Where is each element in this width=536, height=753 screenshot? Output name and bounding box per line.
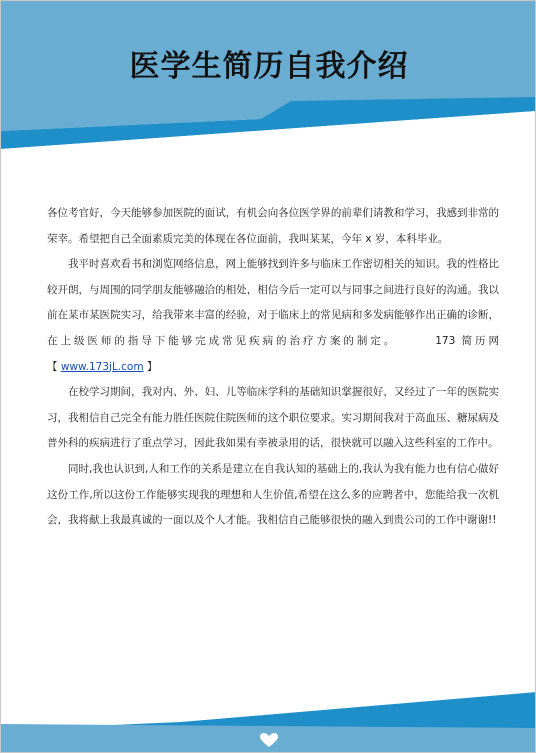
paragraph-hobbies-text: 我平时喜欢看书和浏览网络信息，网上能够找到许多与临床工作密切相关的知识。我的性格比较开朗，与周围的同学朋友能够融洽的相处，相信今后一定可以与同事之间进行良好的沟通。我以前在某市某医院实习，给我带来丰富的经验，对于临床上的常见病和多发病能够作出正确的诊断，在上级医师的指导下能够完成常见疾病的治疗方案的制定。 xyxy=(47,258,499,347)
page-title: 医学生简历自我介绍 xyxy=(129,49,409,84)
paragraph-intro: 各位考官好，今天能够参加医院的面试，有机会向各位医学界的前辈们请教和学习，我感到非常的荣幸。希望把自己全面素质完美的体现在各位面前，我叫某某，今年 x 岁，本科毕业。 xyxy=(47,207,499,245)
source-link[interactable]: www.173jL.com xyxy=(60,360,144,373)
paragraph-closing: 同时,我也认识到,人和工作的关系是建立在自我认知的基础上的,我认为我有能力也有信心做好这份工作,所以这份工作能够实现我的理想和人生价值,希望在这么多的应聘者中，您能给我一次机会，我将献上我最真诚的一面以及个人才能。我相信自己能够很快的融入到贵公司的工作中谢谢!! xyxy=(47,462,499,527)
footer-dark-stripe xyxy=(1,692,536,730)
source-label: 173 简历网【 xyxy=(47,334,500,373)
document-body xyxy=(47,201,499,534)
source-end: 】 xyxy=(146,360,158,373)
paragraph-hobbies xyxy=(47,252,499,380)
paragraph-study: 在校学习期间，我对内、外、妇、儿等临床学科的基础知识掌握很好，又经过了一年的医院实习，我相信自己完全有能力胜任医院住院医师的这个职位要求。实习期间我对于高血压、糖尿病及普外科的疾病进行了重点学习，因此我如果有幸被录用的话，很快就可以融入这些科室的工作中。 xyxy=(47,386,499,450)
heart-icon xyxy=(259,732,279,748)
